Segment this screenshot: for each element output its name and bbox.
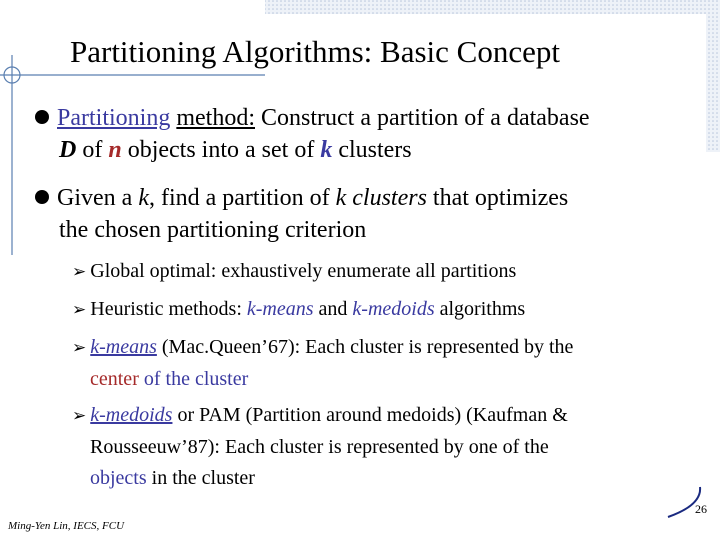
sub4-text1: or PAM (Partition around medoids) (Kaufman &: [172, 404, 568, 426]
bullet-partitioning-method: [35, 102, 590, 166]
sub3-text1: (Mac.Queen’67): Each cluster is represented by the: [156, 336, 574, 358]
bullet2-kclusters: k clusters: [335, 185, 427, 211]
sub-bullet-heuristic: [72, 294, 525, 326]
term-method: method:: [176, 105, 255, 131]
sub-bullet-kmeans: [72, 332, 573, 395]
bullet2-text3: that optimizes: [426, 185, 569, 211]
bullet2-k: k: [138, 185, 149, 211]
sub-bullet-global-optimal: [72, 256, 516, 288]
term-kmeans-link: k-means: [90, 336, 157, 358]
top-banner: [265, 0, 720, 14]
bullet1-text3: clusters: [332, 137, 412, 163]
sub4-line2: Rousseeuw’87): Each cluster is represented by one of the: [90, 436, 549, 458]
sub2-text2: algorithms: [434, 298, 526, 320]
arrow-bullet-icon: ➢: [72, 262, 87, 282]
footer-author: Ming-Yen Lin, IECS, FCU: [8, 520, 125, 532]
sub-bullet-kmedoids: [72, 400, 568, 494]
bullet-dot-icon: [35, 110, 49, 124]
sub3-of-the-cluster: of the cluster: [138, 368, 249, 390]
symbol-k: k: [320, 137, 333, 163]
bullet1-text: Construct a partition of a database: [255, 105, 590, 131]
bullet2-line2: the chosen partitioning criterion: [59, 217, 367, 243]
sub1-text: Global optimal: exhaustively enumerate all partitions: [90, 260, 517, 282]
symbol-n: n: [108, 137, 122, 163]
term-center: center: [90, 368, 139, 390]
sub4-text3: in the cluster: [146, 467, 255, 489]
sub2-and: and: [313, 298, 353, 320]
term-kmeans: k-means: [246, 298, 314, 320]
term-objects: objects: [90, 467, 147, 489]
bullet-dot-icon: [35, 190, 49, 204]
arrow-bullet-icon: ➢: [72, 406, 87, 426]
sub2-text1: Heuristic methods:: [90, 298, 247, 320]
term-kmedoids: k-medoids: [352, 298, 435, 320]
symbol-D: D: [59, 137, 77, 163]
term-partitioning: Partitioning: [57, 105, 171, 131]
arrow-bullet-icon: ➢: [72, 300, 87, 320]
bullet2-text1: Given a: [57, 185, 139, 211]
right-banner: [706, 0, 720, 152]
term-kmedoids-link: k-medoids: [90, 404, 173, 426]
arrow-bullet-icon: ➢: [72, 338, 87, 358]
bullet2-text2: , find a partition of: [148, 185, 336, 211]
bullet1-of: of: [76, 137, 109, 163]
slide-title: Partitioning Algorithms: Basic Concept: [70, 34, 560, 69]
page-number: 26: [695, 502, 707, 516]
bullet1-text2: objects into a set of: [121, 137, 321, 163]
bullet-given-k: [35, 182, 568, 246]
